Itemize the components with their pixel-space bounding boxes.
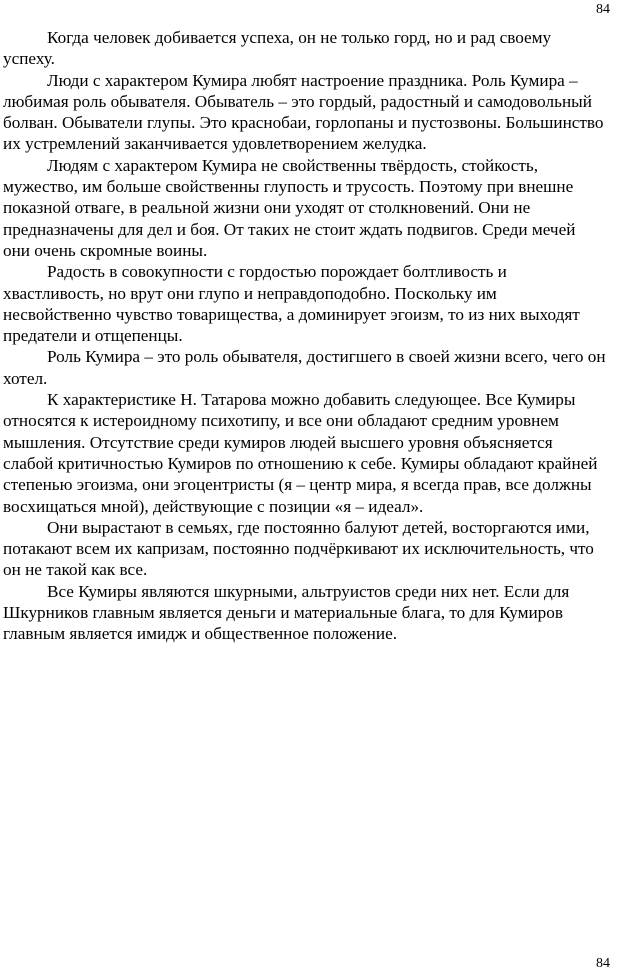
paragraph-7: Они вырастают в семьях, где постоянно балуют детей, восторгаются ими, потакают всем их капризам, постоянно подчёркивают их исключительность, что он не такой как все.: [3, 517, 594, 580]
paragraph-5: Роль Кумира – это роль обывателя, достигшего в своей жизни всего, чего он хотел.: [3, 347, 606, 388]
paragraph-3: Людям с характером Кумира не свойственны твёрдость, стойкость, мужество, им больше свойственны глупость и трусость. Поэтому при внешне показной отваге, в реальной жизни они уходят от столкновений. Они не предназначены для дел и боя. От таких не стоит ждать подвигов. Среди мечей они очень скромные воины.: [3, 155, 576, 260]
body-text: [3, 27, 606, 645]
page-number-bottom: 84: [596, 956, 610, 971]
page-number-top: 84: [596, 2, 610, 17]
paragraph-8: Все Кумиры являются шкурными, альтруистов среди них нет. Если для Шкурников главным является деньги и материальные блага, то для Кумиров главным является имидж и общественное положение.: [3, 581, 570, 644]
paragraph-4: Радость в совокупности с гордостью порождает болтливость и хвастливость, но врут они глупо и неправдоподобно. Поскольку им несвойственно чувство товарищества, а доминирует эгоизм, то из них выходят предатели и отщепенцы.: [3, 262, 580, 346]
paragraph-6: К характеристике Н. Татарова можно добавить следующее. Все Кумиры относятся к истероидному психотипу, и все они обладают средним уровнем мышления. Отсутствие среди кумиров людей высшего уровня объясняется слабой критичностью Кумиров по отношению к себе. Кумиры обладают крайней степенью эгоизма, они эгоцентристы (я – центр мира, я всегда прав, все должны восхищаться мной), действующие с позиции «я – идеал».: [3, 390, 598, 516]
paragraph-1: Когда человек добивается успеха, он не только горд, но и рад своему успеху.: [3, 28, 552, 69]
paragraph-2: Люди с характером Кумира любят настроение праздника. Роль Кумира – любимая роль обывателя. Обыватель – это гордый, радостный и самодовольный болван. Обыватели глупы. Это краснобаи, горлопаны и пустозвоны. Большинство их устремлений заканчивается удовлетворением желудка.: [3, 70, 604, 154]
